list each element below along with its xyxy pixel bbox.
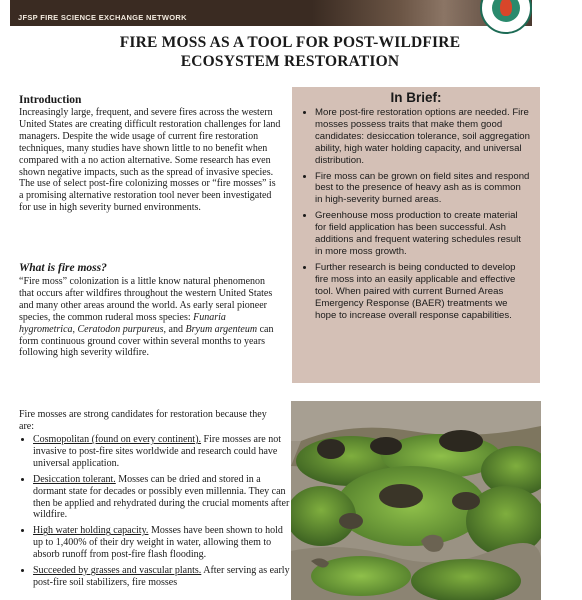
what-heading: What is fire moss? [19, 262, 107, 274]
flame-icon [500, 0, 512, 16]
brief-item: • More post-fire restoration options are needed. Fire mosses possess traits that make them good candidates: desiccation tolerance, soil aggregation ability, high water holding capacity, and universal distribution. [315, 107, 530, 167]
header-banner [10, 0, 532, 26]
candidates-list [19, 434, 295, 593]
moss-photo-illustration [291, 401, 541, 600]
list-item [33, 434, 295, 470]
list-item [33, 474, 295, 522]
in-brief-list [292, 107, 530, 325]
in-brief-heading: In Brief: [390, 90, 442, 105]
fire-moss-photo [291, 401, 541, 600]
what-text-2: can form continuous ground cover within several months to years following high severity wildfire. [19, 323, 274, 359]
item-text: After serving as early post-fire soil stabilizers, fire mosses [33, 565, 290, 588]
species-ceratodon: Ceratodon purpureus [77, 323, 164, 335]
item-lead: Cosmopolitan (found on every continent). [33, 434, 202, 445]
what-sep-2: , and [163, 323, 186, 335]
what-text-1: “Fire moss” colonization is a little know natural phenomenon that occurs after wildfires throughout the western United States and many other areas around the world. As early seral pioneer species, the common ruderal moss species: [19, 276, 273, 323]
item-text: Fire mosses are not invasive to post-fire sites worldwide and research could have universal application. [33, 434, 282, 469]
in-brief-box [292, 87, 540, 383]
brief-item: • Greenhouse moss production to create material for field application has been successful. Ash additions and frequent watering schedules result in more moss growth. [315, 210, 530, 258]
network-name: JFSP FIRE SCIENCE EXCHANGE NETWORK [18, 13, 187, 22]
item-lead: Succeeded by grasses and vascular plants. [33, 565, 202, 577]
item-lead: Desiccation tolerant. [33, 473, 116, 485]
brief-item: • Fire moss can be grown on field sites and respond best to the presence of heavy ash as is common in high-severity burned areas. [315, 171, 530, 207]
title-line-1: FIRE MOSS AS A TOOL FOR POST-WILDFIRE [119, 34, 461, 51]
intro-heading: Introduction [19, 94, 82, 106]
candidates-intro: Fire mosses are strong candidates for restoration because they are: [19, 409, 267, 432]
what-sep-1: , [72, 323, 78, 335]
list-item [33, 565, 295, 589]
page-title [40, 33, 540, 71]
item-text: Mosses have been shown to hold up to 1,400% of their dry weight in water, allowing them to absorb runoff from post-fire flash flooding. [33, 525, 283, 561]
item-text: Mosses can be dried and stored in a dormant state for decades or possibly even millennia. They can then be applied and rehydrated during the crucial moments after wildfire. [33, 473, 290, 521]
brief-item: • Further research is being conducted to develop fire moss into an easily applicable and effective tool. When paired with current Burned Areas Emergency Response (BAER) treatments we hope to increase overall response capabilities. [315, 262, 530, 322]
jfsp-logo [480, 0, 532, 34]
title-line-2: ECOSYSTEM RESTORATION [180, 53, 400, 70]
item-lead: High water holding capacity. [33, 525, 149, 537]
list-item [33, 525, 295, 561]
intro-paragraph: Increasingly large, frequent, and severe fires across the western United States are creating difficult restoration challenges for land managers. Despite the wide usage of current fire restoration techniques, many studies have shown little to no benefit when compared with a no action alternative. Some research has even shown negative impacts, such as the spread of invasive species. The use of select post-fire colonizing mosses or “fire mosses” is a promising alternative restoration tool never been investigated for use in high severity burned environments. [19, 107, 281, 214]
species-bryum: Bryum argenteum [185, 323, 258, 335]
what-paragraph [19, 276, 281, 359]
species-funaria: Funaria hygrometrica [19, 311, 226, 335]
